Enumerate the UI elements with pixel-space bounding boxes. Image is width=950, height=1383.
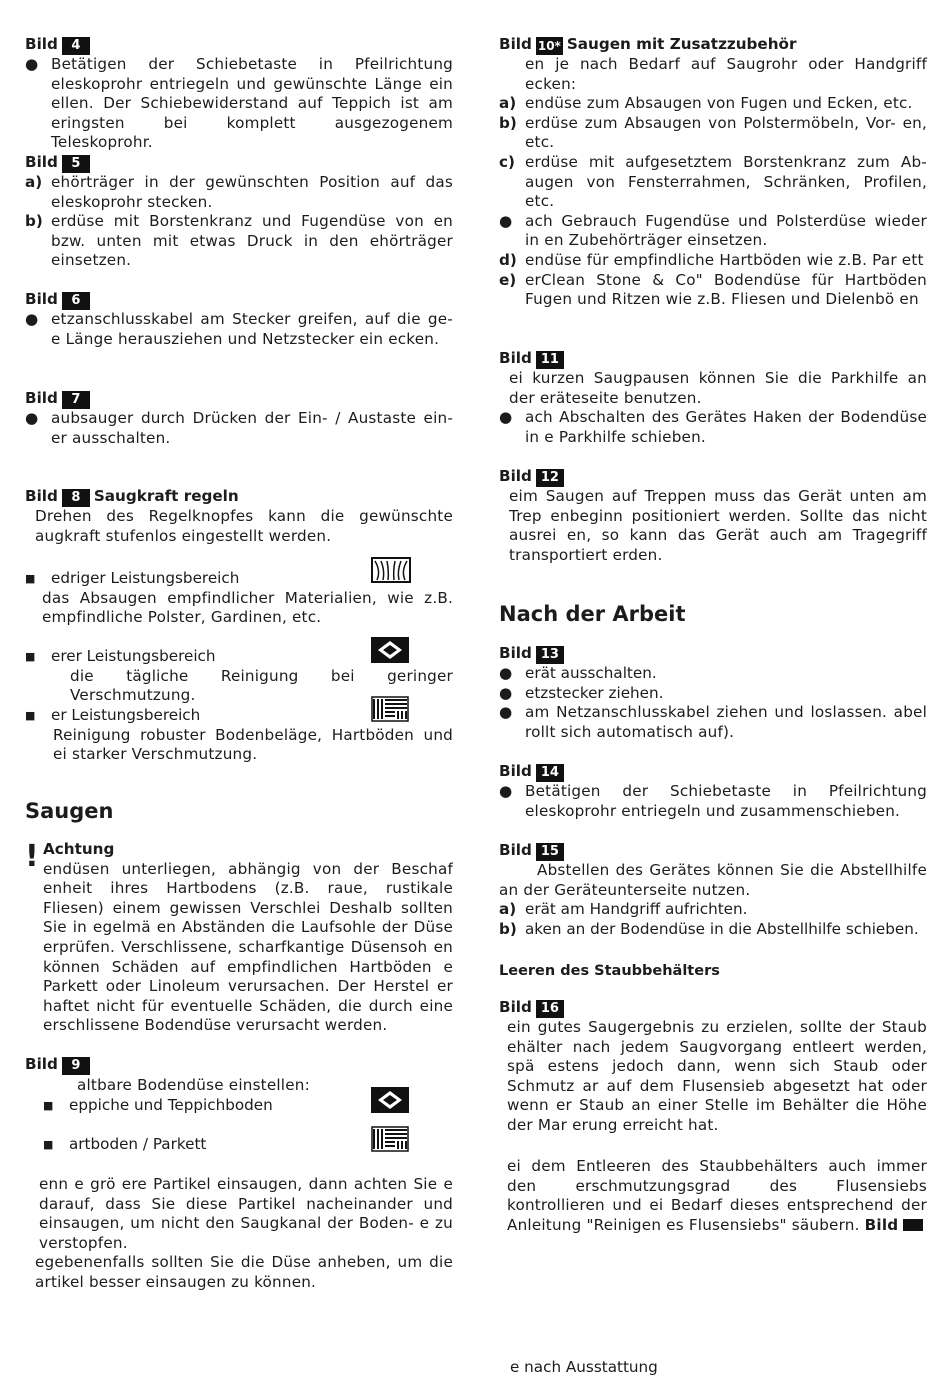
bild-label: Bild	[25, 1055, 58, 1074]
warning-text: endüsen unterliegen, abhängig von der Beschaf enheit ihres Hartbodens (z.B. raue, rustikale Fliesen) einem gewissen Verschlei Deshalb sollten Sie in egelmä en Abständen die Laufsohle der Düse erprüfen. Verschlissene, scharfkantige Düsensoh en können Schäden auf empfindlichen Hartböden e Parkett oder Linoleum verursachen. Der Herstel er haftet nicht für eventuelle Schäden, die durch eine erschlissene Bodendüse verursacht werden.	[43, 859, 453, 1035]
paragraph: erClean Stone & Co" Bodendüse für Hartböden Fugen und Ritzen wie z.B. Fliesen und Dielenbö en	[525, 270, 927, 309]
bullet: ●	[499, 211, 513, 230]
paragraph: ach Gebrauch Fugendüse und Polsterdüse wieder in en Zubehörträger einsetzen.	[525, 211, 927, 250]
figure-number: 10*	[537, 39, 561, 53]
figure-number: 15	[536, 843, 564, 861]
section-saugen	[25, 798, 453, 824]
paragraph: etzanschlusskabel am Stecker greifen, auf die ge- e Länge herausziehen und Netzstecker ein ecken.	[51, 310, 453, 348]
hardfloor-icon	[371, 696, 409, 722]
section-title: Saugkraft regeln	[93, 487, 239, 506]
figure-number: 8	[62, 489, 90, 507]
paragraph: endüse für empfindliche Hartböden wie z.B. Par ett	[525, 250, 924, 269]
list-marker: a)	[499, 94, 517, 113]
list-item	[25, 55, 453, 153]
square-bullet: ■	[43, 1098, 54, 1112]
square-bullet: ■	[25, 572, 36, 585]
list-item	[499, 703, 927, 742]
list-marker: c)	[499, 152, 515, 171]
bild-label: Bild	[25, 35, 58, 54]
list-item	[25, 173, 453, 212]
paragraph: Betätigen der Schiebetaste in Pfeilrichtung eleskoprohr entriegeln und gewünschte Länge ein ellen. Der Schiebewiderstand auf Teppich ist am eringsten bei komplett ausgezogenem Teleskoprohr.	[51, 55, 453, 152]
list-marker: b)	[499, 113, 517, 132]
warning-icon: !	[25, 839, 39, 874]
curtain-icon	[371, 557, 411, 583]
section-bild-5	[25, 151, 453, 271]
figure-number: 5	[62, 155, 90, 173]
bild-label: Bild	[25, 153, 58, 172]
section-bild-7	[25, 387, 453, 448]
square-bullet: ■	[25, 709, 36, 722]
bild-label: Bild	[25, 389, 58, 408]
paragraph: endüse zum Absaugen von Fugen und Ecken, etc.	[525, 94, 913, 113]
square-bullet: ■	[43, 1138, 54, 1151]
figure-number: 4	[62, 37, 90, 55]
list-item	[25, 569, 453, 628]
paragraph: ei kurzen Saugpausen können Sie die Parkhilfe an der eräteseite benutzen.	[509, 369, 927, 407]
list-item	[499, 782, 927, 821]
paragraph: altbare Bodendüse einstellen:	[77, 1076, 310, 1094]
section-bild-4	[25, 33, 453, 153]
paragraph: erät ausschalten.	[525, 664, 657, 682]
section-bild-11	[499, 347, 927, 447]
bild-reference: Bild	[864, 1215, 899, 1234]
paragraph: erdüse zum Absaugen von Polstermöbeln, Vor- en, etc.	[525, 113, 927, 152]
section-title: Saugen mit Zusatzzubehör	[566, 35, 797, 54]
paragraph: ehörträger in der gewünschten Position auf das eleskoprohr stecken.	[51, 173, 453, 211]
paragraph: Betätigen der Schiebetaste in Pfeilrichtung eleskoprohr entriegeln und zusammenschieben.	[525, 782, 927, 820]
list-marker: d)	[499, 250, 517, 269]
paragraph: aken an der Bodendüse in die Abstellhilfe schieben.	[525, 919, 919, 938]
list-item	[25, 212, 453, 271]
figure-number: 16	[536, 1000, 564, 1018]
section-bild-10	[499, 33, 927, 310]
bild-label: Bild	[25, 487, 58, 506]
subheading: Leeren des Staubbehälters	[499, 963, 720, 979]
carpet-icon	[371, 1087, 409, 1113]
figure-number: 14	[536, 764, 564, 782]
bullet: ●	[25, 409, 39, 427]
figure-number: 11	[536, 351, 564, 369]
list-item	[499, 408, 927, 447]
bullet: ●	[499, 683, 513, 702]
list-item	[499, 684, 927, 704]
paragraph: egebenenfalls sollten Sie die Düse anheben, um die artikel besser einsaugen zu können.	[35, 1253, 453, 1291]
particle-hint	[25, 1175, 453, 1293]
bild-label: Bild	[499, 35, 532, 54]
level-name: er Leistungsbereich	[51, 706, 201, 724]
section-leeren	[499, 962, 927, 982]
section-bild-6	[25, 288, 453, 349]
bild-label: Bild	[499, 762, 532, 781]
nozzle-settings	[25, 1076, 453, 1153]
section-bild-16	[499, 996, 927, 1136]
list-item	[499, 212, 927, 251]
bullet: ●	[25, 55, 39, 73]
footnote-text: e nach Ausstattung	[510, 1358, 658, 1376]
bullet: ●	[499, 408, 513, 427]
section-bild-15	[499, 839, 927, 939]
list-item	[499, 153, 927, 212]
bild-label: Bild	[499, 998, 532, 1017]
square-bullet: ■	[25, 650, 36, 663]
list-marker: a)	[499, 900, 517, 919]
list-item	[25, 409, 453, 448]
list-marker: a)	[25, 173, 43, 191]
list-item	[499, 114, 927, 153]
paragraph: aubsauger durch Drücken der Ein- / Austaste ein- er ausschalten.	[51, 409, 453, 447]
bullet: ●	[499, 782, 513, 800]
warning-block	[25, 840, 453, 1036]
figure-number: 13	[536, 646, 564, 664]
paragraph: Abstellen des Gerätes können Sie die Abstellhilfe an der Geräteunterseite nutzen.	[499, 861, 927, 899]
list-item	[499, 920, 927, 940]
carpet-icon	[371, 637, 409, 663]
list-item	[499, 664, 927, 684]
paragraph: erät am Handgriff aufrichten.	[525, 900, 748, 919]
paragraph: erdüse mit aufgesetztem Borstenkranz zum Ab- augen von Fensterrahmen, Schränken, Profilen, etc.	[525, 152, 927, 211]
bild-label: Bild	[499, 467, 532, 486]
level-description: das Absaugen empfindlicher Materialien, wie z.B. empfindliche Polster, Gardinen, etc.	[42, 588, 453, 627]
hardfloor-icon	[371, 1126, 409, 1152]
section-heading: Saugen	[25, 799, 114, 823]
list-item	[25, 706, 453, 765]
bullet: ●	[25, 310, 39, 328]
bullet: ●	[499, 703, 513, 722]
bild-label: Bild	[25, 290, 58, 309]
bullet: ●	[499, 664, 513, 682]
section-bild-8	[25, 485, 453, 764]
paragraph: am Netzanschlusskabel ziehen und loslassen. abel rollt sich automatisch auf).	[525, 703, 927, 741]
list-item	[499, 251, 927, 271]
list-marker: b)	[499, 919, 517, 938]
section-bild-12	[499, 465, 927, 565]
list-item	[499, 94, 927, 114]
paragraph: ach Abschalten des Gerätes Haken der Bodendüse in e Parkhilfe schieben.	[525, 408, 927, 446]
list-marker: b)	[25, 212, 43, 231]
figure-number: 12	[536, 469, 564, 487]
paragraph: ein gutes Saugergebnis zu erzielen, sollte der Staub ehälter nach jedem Saugvorgang entleert werden, spä estens jedoch dann, wenn sich Staub oder Schmutz ar auf dem Flusensieb abgesetzt hat oder wenn er Staub an einer Stelle im Behälter die Höhe der Mar erung erreicht hat.	[507, 1018, 927, 1134]
level-description: Reinigung robuster Bodenbeläge, Hartböden und ei starker Verschmutzung.	[53, 725, 453, 764]
level-name: edriger Leistungsbereich	[51, 569, 240, 587]
paragraph: enn e grö ere Partikel einsaugen, dann achten Sie e darauf, dass Sie diese Partikel nacheinander und einsaugen, um nicht den Saugkanal der Boden- e zu verstopfen.	[39, 1175, 453, 1252]
paragraph: en je nach Bedarf auf Saugrohr oder Handgriff ecken:	[525, 55, 927, 93]
figure-number-missing	[903, 1219, 923, 1231]
section-nach-der-arbeit	[499, 601, 927, 627]
section-bild-9	[25, 1053, 453, 1075]
bild-label: Bild	[499, 644, 532, 663]
level-name: erer Leistungsbereich	[51, 647, 216, 665]
option-label: artboden / Parkett	[69, 1135, 207, 1153]
paragraph: Drehen des Regelknopfes kann die gewünschte augkraft stufenlos eingestellt werden.	[35, 507, 453, 545]
option-label: eppiche und Teppichboden	[69, 1095, 273, 1114]
list-item	[25, 310, 453, 349]
paragraph	[499, 1157, 927, 1235]
figure-number: 7	[62, 391, 90, 409]
figure-number: 9	[62, 1057, 90, 1075]
bild-label: Bild	[499, 349, 532, 368]
footnote	[499, 1358, 927, 1378]
section-heading: Nach der Arbeit	[499, 602, 686, 626]
list-item	[499, 271, 927, 310]
bild-label: Bild	[499, 841, 532, 860]
section-bild-14	[499, 760, 927, 821]
figure-number: 6	[62, 292, 90, 310]
emptying-hint	[499, 1157, 927, 1235]
paragraph-text: ei dem Entleeren des Staubbehälters auch immer den erschmutzungsgrad des Flusensiebs kontrollieren und ei Bedarf dieses entsprechend der Anleitung "Reinigen es Flusensiebs" säubern.	[507, 1157, 927, 1234]
warning-title: Achtung	[43, 840, 115, 858]
paragraph: eim Saugen auf Treppen muss das Gerät unten am Trep enbeginn positioniert werden. Sollte das nicht ausrei en, so kann das Gerät auch am Tragegriff transportiert erden.	[509, 487, 927, 564]
level-description: die tägliche Reinigung bei geringer Verschmutzung.	[70, 666, 453, 705]
list-item	[499, 900, 927, 920]
paragraph: erdüse mit Borstenkranz und Fugendüse von en bzw. unten mit etwas Druck in den ehörträger einsetzen.	[51, 212, 453, 270]
section-bild-13	[499, 642, 927, 742]
paragraph: etzstecker ziehen.	[525, 683, 664, 702]
list-marker: e)	[499, 270, 517, 289]
